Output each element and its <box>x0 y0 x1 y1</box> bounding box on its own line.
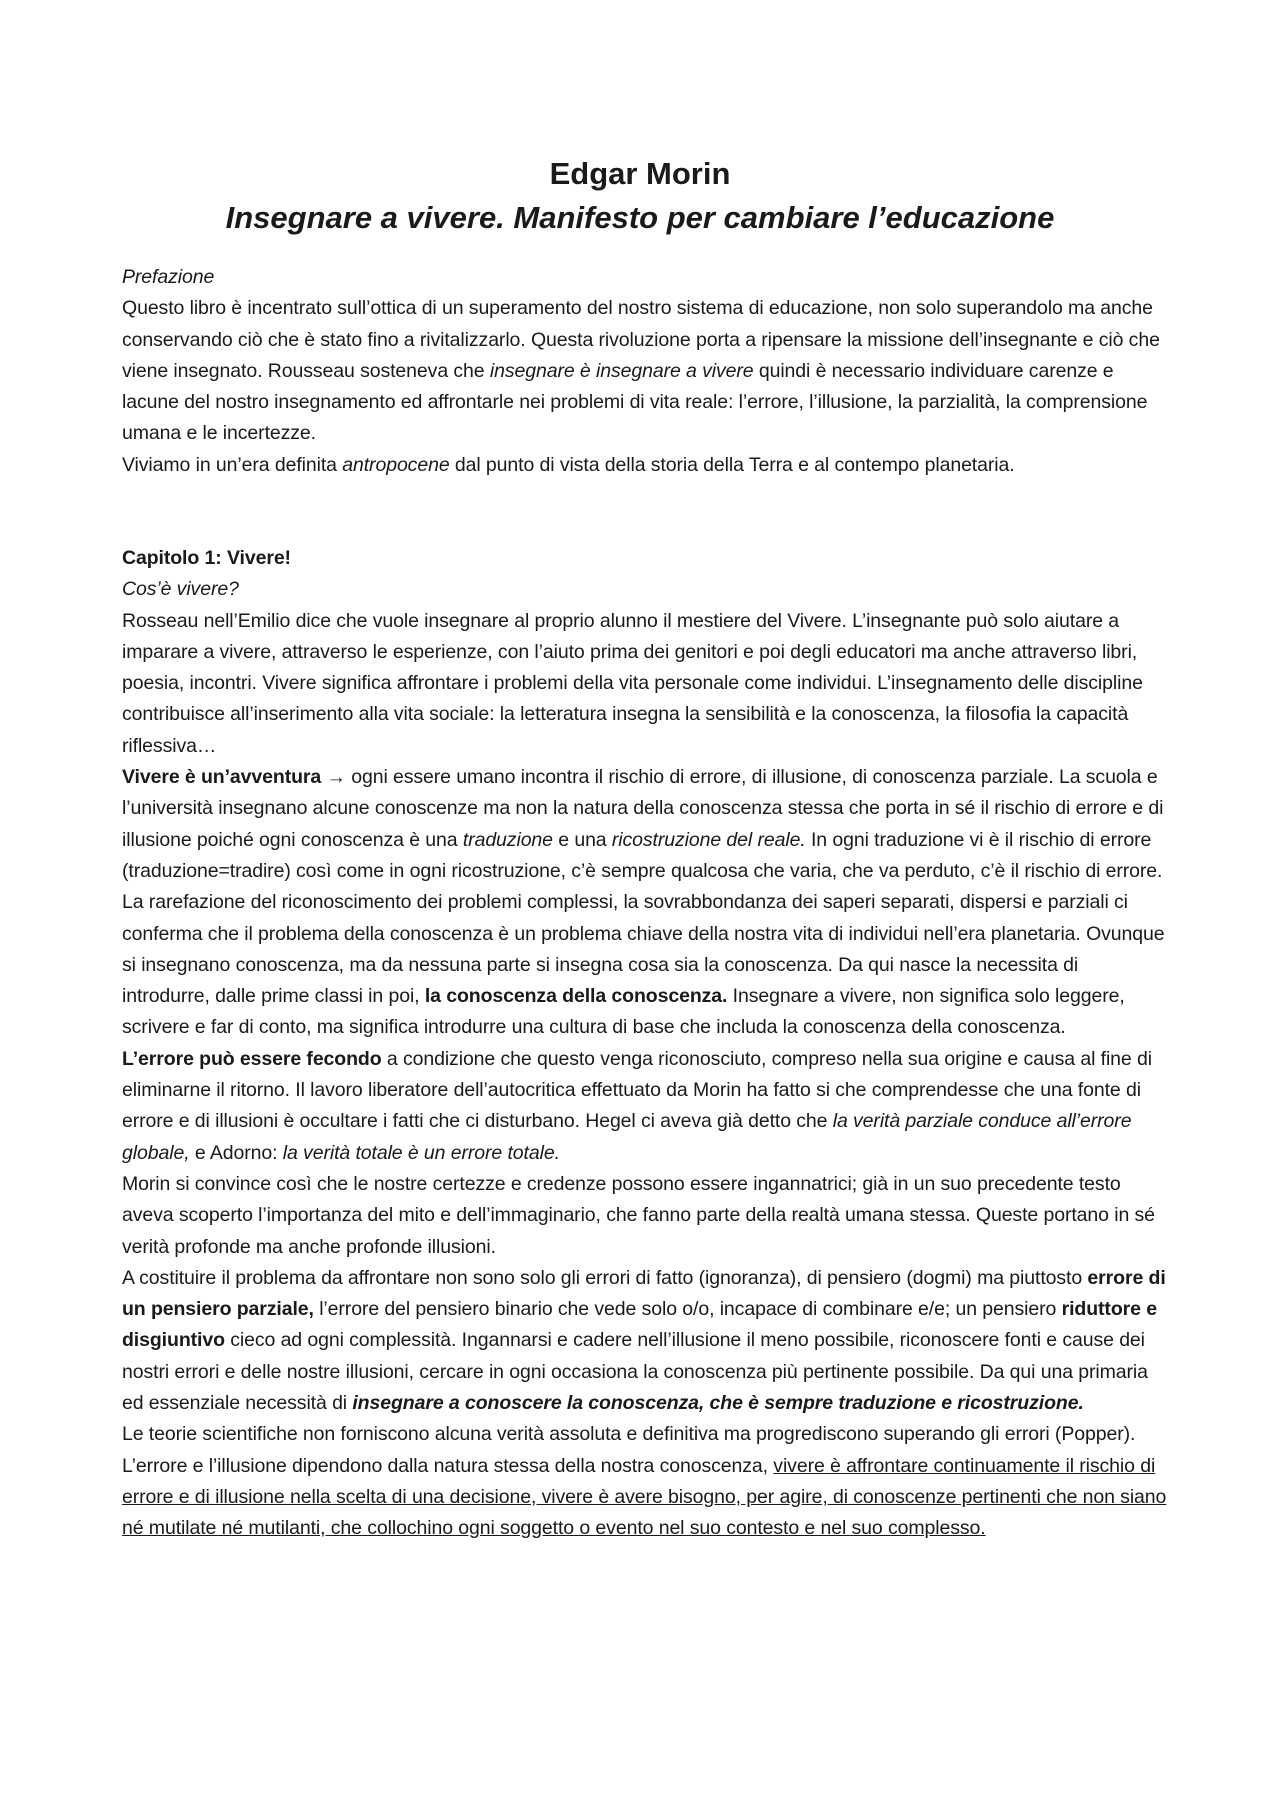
italic-run: ricostruzione del reale. <box>611 828 806 851</box>
text-run: In ogni traduzione vi è il rischio di errore (traduzione=tradire) così come in ogni ricostruzione, c’è sempre qualcosa che varia, che va perduto, c’è il rischio di errore. <box>122 828 1163 882</box>
italic-run: traduzione <box>462 828 553 851</box>
author-name: Edgar Morin <box>549 156 731 191</box>
text-run: e Adorno: <box>189 1141 283 1164</box>
chapter-heading: Capitolo 1: Vivere! <box>122 547 291 569</box>
text-run: e una <box>552 828 612 851</box>
text-run: Questo libro è incentrato sull’ottica di un superamento del nostro sistema di educazione, non solo superandolo ma anche conservando ciò che è stato fino a rivitalizzarlo. Questa rivoluzione porta a ripensare la missione dell’insegnante e ciò che viene insegnato. Rousseau sosteneva che <box>122 297 1160 382</box>
text-run: Insegnare a vivere, non significa solo leggere, scrivere e far di conto, ma significa introdurre una cultura di base che includa la conoscenza della conoscenza. <box>122 985 1125 1039</box>
chapter-paragraph-4 <box>122 1044 1170 1169</box>
text-run: a condizione che questo venga riconosciuto, compreso nella sua origine e causa al fine di eliminarne il ritorno. Il lavoro liberatore dell’autocritica effettuato da Morin ha fatto si che comprendesse che una fonte di errore e di illusioni è occultare i fatti che ci disturbano. Hegel ci aveva già detto che <box>122 1047 1152 1133</box>
text-run: Le teorie scientifiche non forniscono alcuna verità assoluta e definitiva ma progrediscono superando gli errori (Popper). L’errore e l’illusione dipendono dalla natura stessa della nostra conoscenza, <box>122 1423 1136 1477</box>
chapter-paragraph-1: Rosseau nell’Emilio dice che vuole insegnare al proprio alunno il mestiere del Vivere. L’insegnante può solo aiutare a imparare a vivere, attraverso le esperienze, con l’aiuto prima dei genitori e poi degli educatori ma anche attraverso libri, poesia, incontri. Vivere significa affrontare i problemi della vita personale come individui. L’insegnamento delle discipline contribuisce all’inserimento alla vita sociale: la letteratura insegna la sensibilità e la conoscenza, la filosofia la capacità riflessiva… <box>122 609 1143 757</box>
chapter-subheading: Cos’è vivere? <box>122 578 239 601</box>
bold-run: L’errore può essere fecondo <box>122 1047 382 1070</box>
italic-run: la verità totale è un errore totale. <box>282 1141 560 1164</box>
chapter-paragraph-5: Morin si convince così che le nostre certezze e credenze possono essere ingannatrici; già in un suo precedente testo aveva scoperto l’importanza del mito e dell’immaginario, che fanno parte della realtà umana stessa. Queste portano in sé verità profonde ma anche profonde illusioni. <box>122 1172 1155 1258</box>
text-run: La rarefazione del riconoscimento dei problemi complessi, la sovrabbondanza dei saperi separati, dispersi e parziali ci conferma che il problema della conoscenza è un problema chiave della nostra vita di individui nell’era planetaria. Ovunque si insegnano conoscenza, ma da nessuna parte si insegna cosa sia la conoscenza. Da qui nasce la necessita di introdurre, dalle prime classi in poi, <box>122 891 1165 1008</box>
italic-run: la verità parziale conduce all’errore globale, <box>122 1110 1132 1164</box>
preface-heading: Prefazione <box>122 266 215 288</box>
underlined-run: vivere è affrontare continuamente il rischio di errore e di illusione nella scelta di una decisione, vivere è avere bisogno, per agire, di conoscenze pertinenti che non siano né mutilate né mutilanti, che collochino ogni soggetto o evento nel suo contesto e nel suo complesso. <box>122 1454 1167 1540</box>
chapter-1-section <box>122 543 1170 1545</box>
text-run: cieco ad ogni complessità. Ingannarsi e cadere nell’illusione il meno possibile, riconoscere fonti e cause dei nostri errori e delle nostre illusioni, cercare in ogni occasiona la conoscenza più pertinente possibile. Da qui una primaria ed essenziale necessità di <box>122 1329 1148 1415</box>
text-run: ogni essere umano incontra il rischio di errore, di illusione, di conoscenza parziale. La scuola e l’università insegnano alcune conoscenze ma non la natura della conoscenza stessa che porta in sé il rischio di errore e di illusione poiché ogni conoscenza è una <box>122 766 1164 851</box>
text-run: A costituire il problema da affrontare non sono solo gli errori di fatto (ignoranza), di pensiero (dogmi) ma piuttosto <box>122 1266 1088 1289</box>
text-run: Viviamo in un’era definita <box>122 453 343 476</box>
chapter-paragraph-2 <box>122 762 1170 887</box>
chapter-paragraph-7 <box>122 1419 1170 1544</box>
title-block <box>0 152 1280 240</box>
preface-paragraph-2 <box>122 450 1170 481</box>
bold-run: errore di un pensiero parziale, <box>122 1266 1166 1321</box>
bold-run: riduttore e disgiuntivo <box>122 1298 1157 1352</box>
bold-run: Vivere è un’avventura <box>122 766 322 789</box>
italic-run: insegnare è insegnare a vivere <box>489 359 754 382</box>
preface-paragraph-1 <box>122 293 1170 449</box>
text-run: l’errore del pensiero binario che vede solo o/o, incapace di combinare e/e; un pensiero <box>313 1298 1062 1321</box>
italic-run: antropocene <box>342 453 450 476</box>
text-run: dal punto di vista della storia della Terra e al contempo planetaria. <box>449 453 1015 476</box>
bold-italic-run: insegnare a conoscere la conoscenza, che è sempre traduzione e ricostruzione. <box>352 1392 1084 1415</box>
book-title: Insegnare a vivere. Manifesto per cambiare l’educazione <box>225 200 1055 235</box>
arrow-right-icon: → <box>321 766 352 789</box>
chapter-paragraph-3 <box>122 887 1170 1043</box>
bold-run: la conoscenza della conoscenza. <box>424 985 728 1008</box>
text-run: quindi è necessario individuare carenze e lacune del nostro insegnamento ed affrontarle nei problemi di vita reale: l’errore, l’illusione, la parzialità, la comprensione umana e le incertezze. <box>122 359 1148 445</box>
chapter-paragraph-6 <box>122 1263 1170 1419</box>
preface-section <box>122 262 1170 481</box>
